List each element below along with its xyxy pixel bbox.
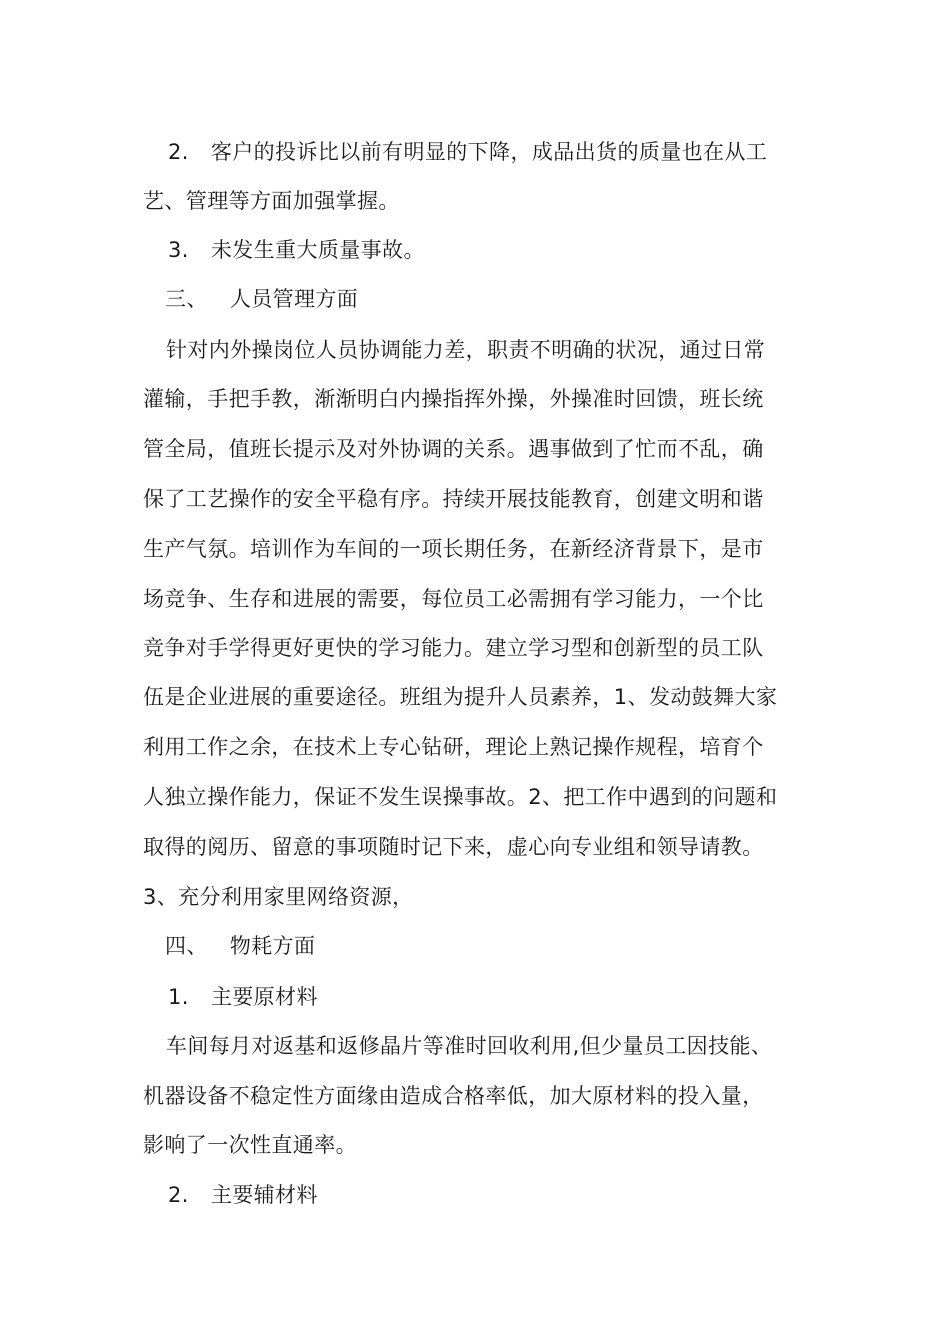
section-title: 物耗方面 <box>229 934 316 958</box>
subsection-title: 主要辅材料 <box>210 1183 318 1207</box>
list-item-2 <box>168 137 767 167</box>
paragraph-line: 针对内外操岗位人员协调能力差，职责不明确的状况，通过日常 <box>166 338 766 362</box>
paragraph-line: 灌输，手把手教，渐渐明白内操指挥外操，外操准时回馈，班长统 <box>143 387 764 411</box>
section-title: 人员管理方面 <box>229 287 359 311</box>
paragraph-line: 影响了一次性直通率。 <box>143 1133 357 1157</box>
list-number: 3. <box>168 238 189 262</box>
section-heading-personnel <box>165 284 358 314</box>
paragraph-line: 人独立操作能力，保证不发生误操事故。2、把工作中遇到的问题和 <box>143 785 778 809</box>
list-item-3 <box>168 235 425 265</box>
subsection-title: 主要原材料 <box>210 985 318 1009</box>
section-number: 四、 <box>165 934 208 958</box>
list-number: 2. <box>168 1183 189 1207</box>
paragraph-line: 艺、管理等方面加强掌握。 <box>143 189 400 213</box>
paragraph-line: 场竞争、生存和进展的需要，每位员工必需拥有学习能力，一个比 <box>143 587 764 611</box>
list-item-1 <box>168 982 318 1012</box>
paragraph-line: 利用工作之余，在技术上专心钻研，理论上熟记操作规程，培育个 <box>143 735 764 759</box>
list-item-2b <box>168 1180 318 1210</box>
paragraph-line: 保了工艺操作的安全平稳有序。持续开展技能教育，创建文明和谐 <box>143 487 764 511</box>
list-number: 2. <box>168 140 189 164</box>
paragraph-line: 生产气氛。培训作为车间的一项长期任务，在新经济背景下，是市 <box>143 537 764 561</box>
paragraph-line: 机器设备不稳定性方面缘由造成合格率低，加大原材料的投入量， <box>143 1084 764 1108</box>
paragraph-line: 竞争对手学得更好更快的学习能力。建立学习型和创新型的员工队 <box>143 636 764 660</box>
paragraph-text: 未发生重大质量事故。 <box>210 238 425 262</box>
paragraph-line: 管全局，值班长提示及对外协调的关系。遇事做到了忙而不乱，确 <box>143 437 764 461</box>
paragraph-text: 客户的投诉比以前有明显的下降，成品出货的质量也在从工 <box>210 140 768 164</box>
list-number: 1. <box>168 985 189 1009</box>
paragraph-line: 伍是企业进展的重要途径。班组为提升人员素养，1、发动鼓舞大家 <box>143 685 778 709</box>
paragraph-line: 车间每月对返基和返修晶片等准时回收利用,但少量员工因技能、 <box>166 1034 773 1058</box>
section-heading-consumption <box>165 931 315 961</box>
paragraph-line: 取得的阅历、留意的事项随时记下来，虚心向专业组和领导请教。 <box>143 835 764 859</box>
section-number: 三、 <box>165 287 208 311</box>
paragraph-line: 3、充分利用家里网络资源， <box>143 885 414 909</box>
